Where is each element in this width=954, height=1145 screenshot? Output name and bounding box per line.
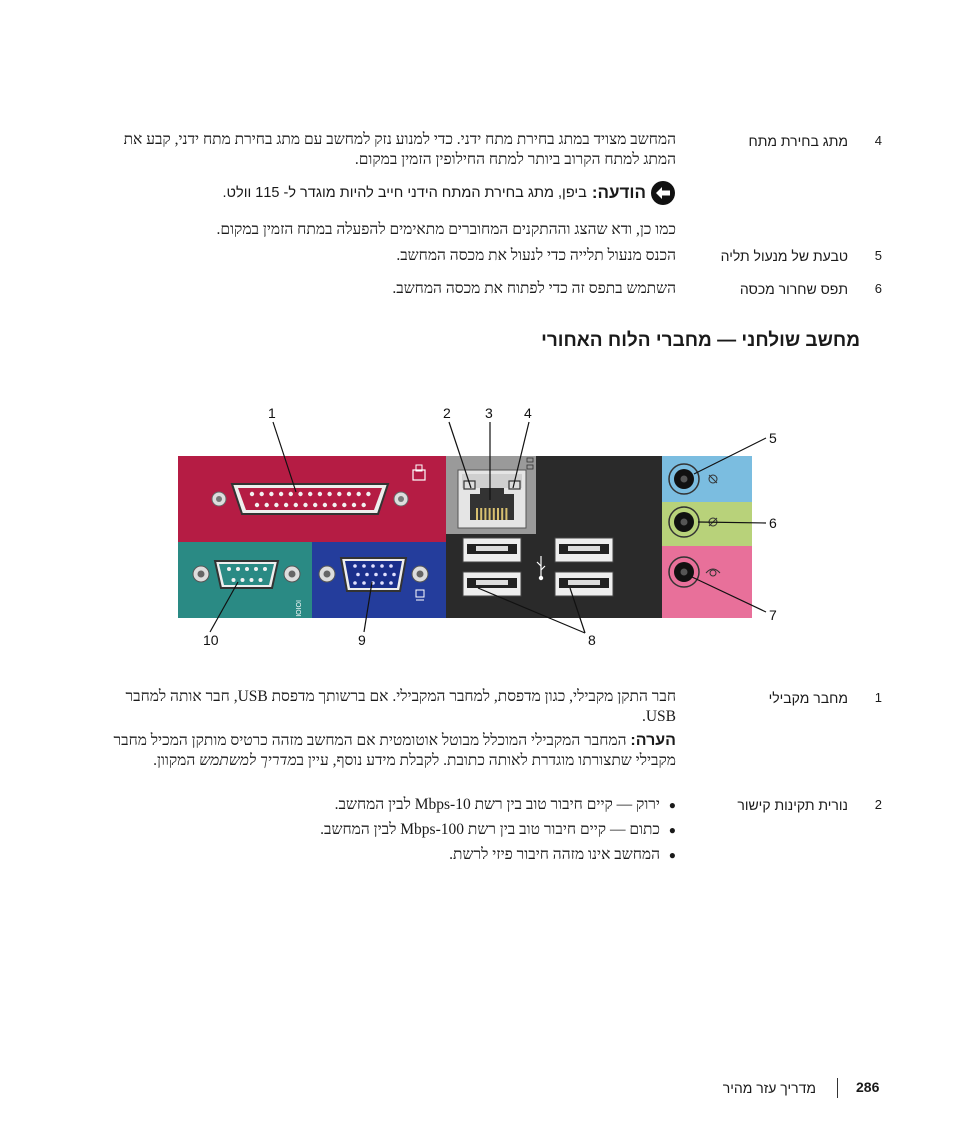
pin [294, 503, 298, 507]
pin [489, 508, 491, 520]
notice-icon [650, 180, 676, 206]
callout-10: 10 [203, 632, 219, 648]
line-out-jack [669, 507, 699, 537]
usb-port-4 [555, 572, 613, 596]
pin [227, 567, 231, 571]
pin [371, 564, 375, 568]
footer-divider [837, 1078, 838, 1098]
pin [327, 492, 331, 496]
pin [480, 508, 482, 520]
pin [260, 492, 264, 496]
pin [298, 492, 302, 496]
pin [362, 581, 366, 585]
callout-2: 2 [443, 405, 451, 421]
row-number: 1 [874, 690, 882, 705]
notice-text: ביפן, מתג בחירת המתח הידני חייב להיות מוגדר ל- 115 וולט. [222, 185, 587, 201]
row-number: 6 [874, 281, 882, 296]
pin [236, 567, 240, 571]
pin [337, 492, 341, 496]
pin [342, 503, 346, 507]
pin [362, 503, 366, 507]
callout-7: 7 [769, 607, 777, 623]
row-term: מחבר מקבילי [768, 690, 848, 706]
pin [380, 581, 384, 585]
note-italic: מדריך למשתמש [199, 752, 297, 769]
callout-6: 6 [769, 515, 777, 531]
list-item [108, 795, 676, 815]
row-description: המחשב מצויד במתג בחירת מתח ידני. כדי למנוע נזק למחשב עם מתג בחירת מתח ידני, קבע את המתג למתח הקרוב ביותר למתח החילופין הזמין במקום. [123, 131, 676, 168]
usb-port-3 [555, 538, 613, 562]
parallel-connector [212, 484, 408, 514]
row-description: השתמש בתפס זה כדי לפתוח את מכסה המחשב. [392, 280, 676, 297]
callout-5: 5 [769, 430, 777, 446]
usb-port-2 [463, 572, 521, 596]
callout-9: 9 [358, 632, 366, 648]
pin [289, 492, 293, 496]
bullet-icon: ● [668, 848, 676, 862]
pin [284, 503, 288, 507]
callout-8: 8 [588, 632, 596, 648]
pin [274, 503, 278, 507]
pin [241, 578, 245, 582]
section-heading: מחשב שולחני — מחברי הלוח האחורי [541, 330, 860, 351]
pin [323, 503, 327, 507]
mic-jack [669, 557, 699, 587]
page-number: 286 [856, 1079, 880, 1095]
pin [365, 573, 369, 577]
pin [303, 503, 307, 507]
pin [374, 573, 378, 577]
line-in-jack [669, 464, 699, 494]
note-label: הערה: [630, 732, 676, 749]
pin [250, 492, 254, 496]
notice-followup: כמו כן, ודא שהצג וההתקנים המחוברים מתאימים להפעלה במתח הזמין במקום. [216, 221, 676, 238]
pin [263, 567, 267, 571]
callout-4: 4 [524, 405, 532, 421]
row-term: נורית תקינות קישור [737, 797, 848, 813]
row-description: חבר התקן מקבילי, כגון מדפסת, למחבר המקבילי. אם ברשותך מדפסת USB, חבר אותה למחבר USB. [125, 688, 676, 725]
pin [265, 503, 269, 507]
pin [254, 567, 258, 571]
pin [366, 492, 370, 496]
pin [318, 492, 322, 496]
pin [505, 508, 507, 520]
pin [476, 508, 478, 520]
bullet-list [108, 795, 676, 865]
pin [313, 503, 317, 507]
callout-1: 1 [268, 405, 276, 421]
bullet-text: המחשב אינו מזהה חיבור פיזי לרשת. [449, 846, 660, 863]
pin [269, 492, 273, 496]
pin [255, 503, 259, 507]
bullet-icon: ● [668, 798, 676, 812]
pin [501, 508, 503, 520]
note-text-end: המקוון. [153, 752, 200, 769]
row-term: תפס שחרור מכסה [739, 281, 848, 297]
pin [493, 508, 495, 520]
bullet-text: ירוק — קיים חיבור טוב בין רשת 10-Mbps לבין המחשב. [334, 796, 660, 813]
serial-icon: IOIOI [294, 600, 301, 617]
pin [484, 508, 486, 520]
pin [232, 578, 236, 582]
pin [332, 503, 336, 507]
row-number: 5 [874, 248, 882, 263]
pin [389, 581, 393, 585]
pin [362, 564, 366, 568]
pin [497, 508, 499, 520]
row-number: 2 [874, 797, 882, 812]
pin [250, 578, 254, 582]
row-number: 4 [874, 133, 882, 148]
pin [353, 564, 357, 568]
pin [347, 492, 351, 496]
pin [259, 578, 263, 582]
usb-port-1 [463, 538, 521, 562]
pin [245, 567, 249, 571]
row-term: טבעת של מנעול תליה [720, 248, 848, 264]
notice-label: הודעה: [591, 183, 646, 202]
row-term: מתג בחירת מתח [748, 133, 848, 149]
callout-3: 3 [485, 405, 493, 421]
notice-line [196, 180, 676, 206]
row-description: הכנס מנעול תלייה כדי לנעול את מכסה המחשב. [396, 247, 676, 264]
pin [308, 492, 312, 496]
list-item [108, 820, 676, 840]
pin [389, 564, 393, 568]
pin [356, 573, 360, 577]
pin [392, 573, 396, 577]
bullet-text: כתום — קיים חיבור טוב בין רשת 100-Mbps לבין המחשב. [320, 821, 660, 838]
pin [380, 564, 384, 568]
list-item [108, 845, 676, 865]
back-panel-figure [0, 390, 954, 660]
footer-title: מדריך עזר מהיר [722, 1080, 816, 1096]
note-text: המחבר המקבילי המוכלל מבוטל אוטומטית אם המחשב מזהה כרטיס מותקן המכיל מחבר מקבילי שתצורתו מוגדרת לאותה כתובת. לקבלת מידע נוסף, עיין ב [113, 732, 676, 769]
pin [383, 573, 387, 577]
pin [352, 503, 356, 507]
pin [353, 581, 357, 585]
pin [279, 492, 283, 496]
bullet-icon: ● [668, 823, 676, 837]
pin [357, 492, 361, 496]
note-block [108, 731, 676, 771]
